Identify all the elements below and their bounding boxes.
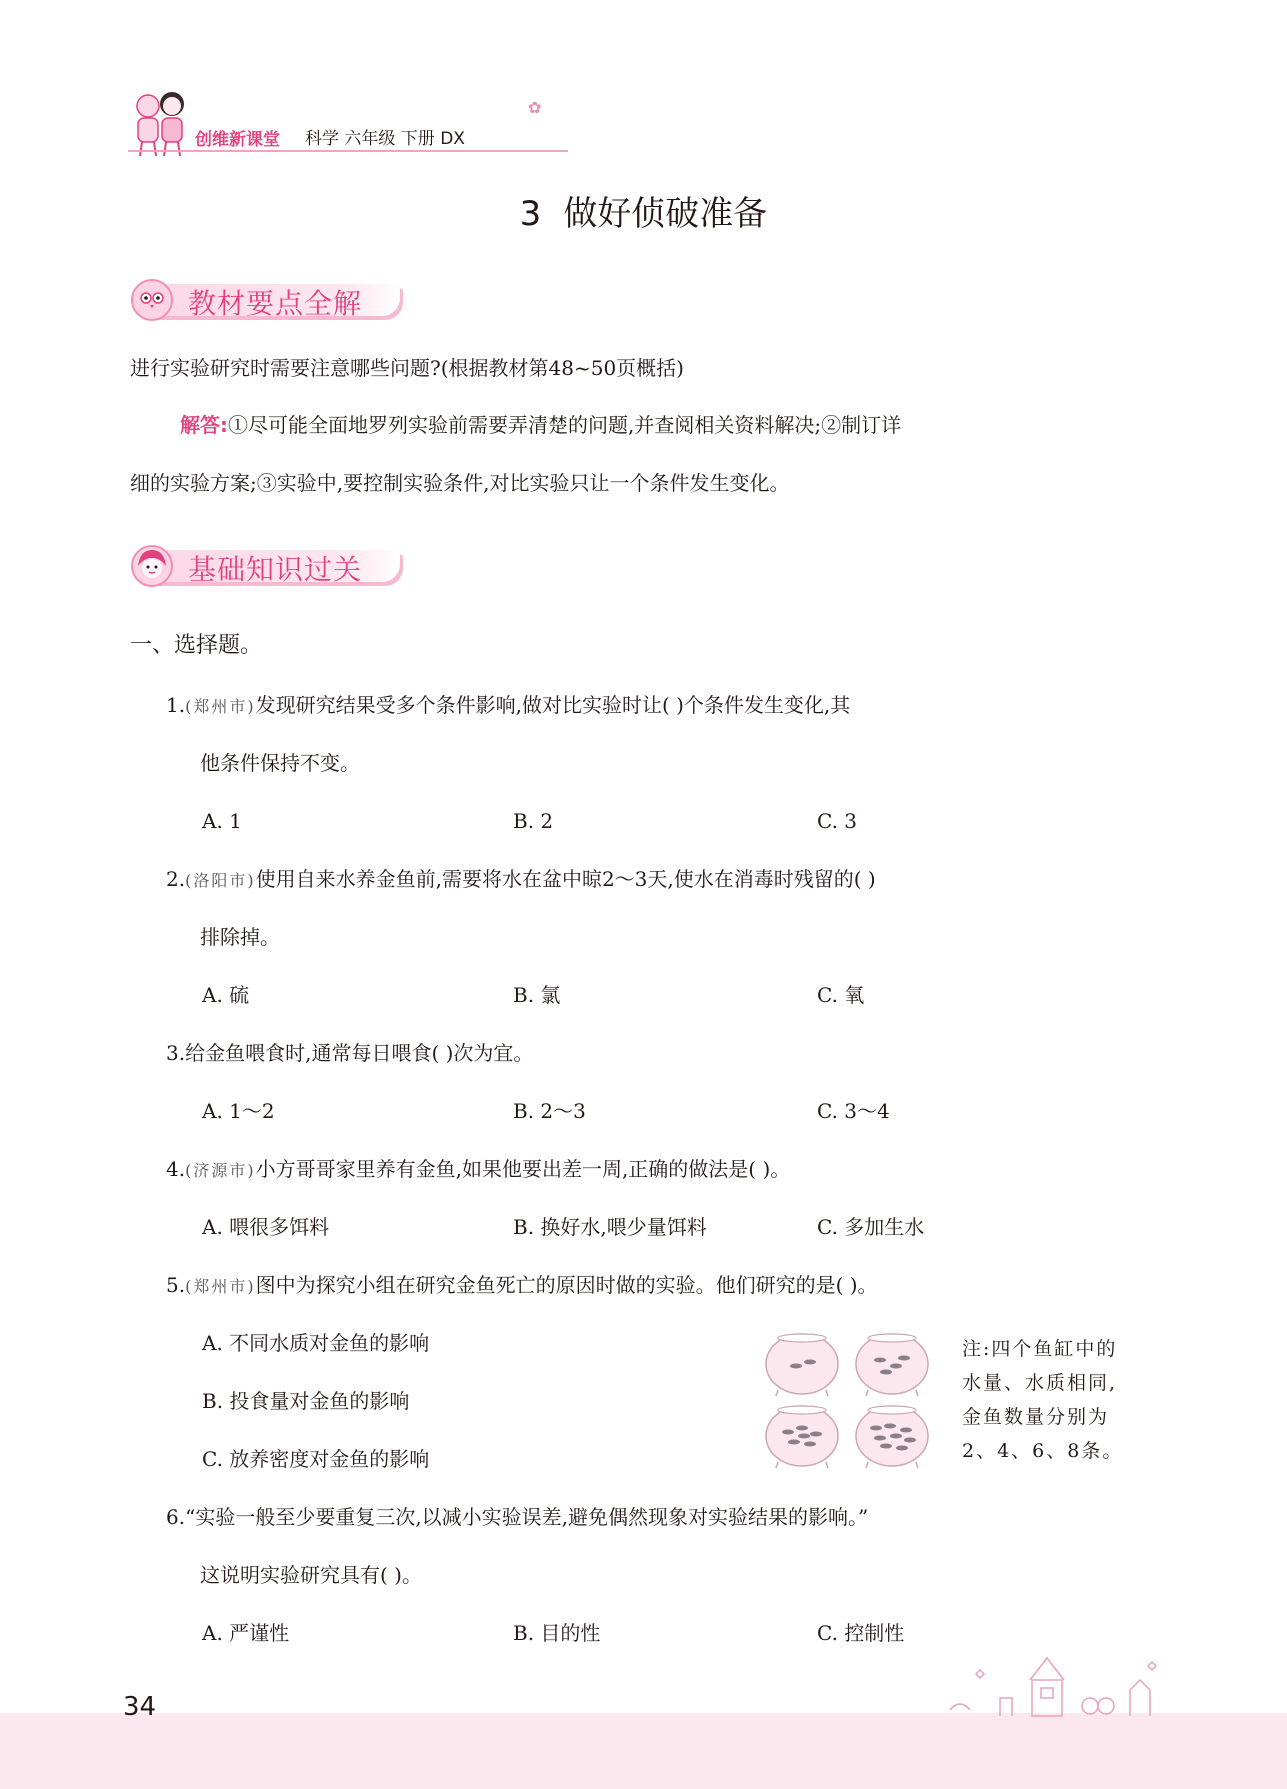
- q3-option-a: A. 1～2: [202, 1099, 275, 1123]
- fish-bowls-figure: [760, 1328, 950, 1478]
- mascot-children-illustration: [128, 88, 192, 158]
- question-source: (济源市): [185, 1161, 256, 1180]
- key-question: 进行实验研究时需要注意哪些问题?(根据教材第48~50页概括): [130, 356, 684, 380]
- girl-badge-icon: [130, 544, 174, 588]
- header-book-info: 科学 六年级 下册 DX: [305, 129, 465, 149]
- answer-line-1: [180, 412, 901, 438]
- question-source: (郑州市): [185, 697, 256, 716]
- flower-decoration-icon: ✿: [528, 98, 542, 117]
- q5-option-c: C. 放养密度对金鱼的影响: [202, 1447, 430, 1471]
- lesson-number: 3: [519, 194, 542, 234]
- part-title: 一、选择题。: [130, 633, 263, 658]
- q2-option-c: C. 氧: [817, 983, 865, 1007]
- question-5-line-1: 5.(郑州市)图中为探究小组在研究金鱼死亡的原因时做的实验。他们研究的是( )。: [166, 1273, 878, 1297]
- q3-option-c: C. 3～4: [817, 1099, 890, 1123]
- q3-option-b: B. 2～3: [513, 1099, 586, 1123]
- question-6-line-1: 6.“实验一般至少要重复三次,以减小实验误差,避免偶然现象对实验结果的影响。”: [166, 1505, 869, 1529]
- header-brand: 创维新课堂: [195, 130, 280, 150]
- q4-option-c: C. 多加生水: [817, 1215, 925, 1239]
- question-4-line-1: 4.(济源市)小方哥哥家里养有金鱼,如果他要出差一周,正确的做法是( )。: [166, 1157, 791, 1181]
- section-banner-key-points: [130, 278, 410, 322]
- lesson-title: [0, 186, 1287, 235]
- section-label: 教材要点全解: [188, 287, 363, 320]
- q1-option-c: C. 3: [817, 809, 858, 833]
- castle-decoration-icon: [940, 1650, 1170, 1720]
- answer-line-2: 细的实验方案;③实验中,要控制实验条件,对比实验只让一个条件发生变化。: [130, 471, 790, 495]
- question-6-line-2: 这说明实验研究具有( )。: [200, 1563, 422, 1587]
- question-2-line-2: 排除掉。: [200, 925, 280, 949]
- q4-option-a: A. 喂很多饵料: [202, 1215, 330, 1239]
- q2-option-b: B. 氯: [513, 983, 561, 1007]
- q1-option-b: B. 2: [513, 809, 554, 833]
- footer-band: [0, 1713, 1287, 1789]
- answer-text-1: ①尽可能全面地罗列实验前需要弄清楚的问题,并查阅相关资料解决;②制订详: [228, 413, 902, 437]
- q6-option-b: B. 目的性: [513, 1621, 601, 1645]
- question-2-line-1: 2.(洛阳市)使用自来水养金鱼前,需要将水在盆中晾2～3天,使水在消毒时残留的( ): [166, 867, 876, 891]
- question-1-line-2: 他条件保持不变。: [200, 751, 360, 775]
- figure-note: 注:四个鱼缸中的水量、水质相同,金鱼数量分别为2、4、6、8条。: [962, 1338, 1124, 1462]
- question-3-line-1: 3.给金鱼喂食时,通常每日喂食( )次为宜。: [166, 1041, 534, 1065]
- q1-option-a: A. 1: [202, 809, 242, 833]
- q5-option-b: B. 投食量对金鱼的影响: [202, 1389, 410, 1413]
- header-divider: [128, 150, 568, 152]
- lesson-title-text: 做好侦破准备: [563, 194, 768, 234]
- section-banner-basic-knowledge: [130, 544, 410, 588]
- answer-label: 解答:: [180, 413, 228, 437]
- page-number: 34: [123, 1692, 157, 1722]
- q6-option-c: C. 控制性: [817, 1621, 905, 1645]
- question-1-line-1: 1.(郑州市)发现研究结果受多个条件影响,做对比实验时让( )个条件发生变化,其: [166, 693, 851, 717]
- question-source: (洛阳市): [185, 871, 256, 890]
- section-label: 基础知识过关: [188, 553, 363, 586]
- q6-option-a: A. 严谨性: [202, 1621, 290, 1645]
- question-source: (郑州市): [185, 1277, 256, 1296]
- owl-badge-icon: [130, 278, 174, 322]
- q5-option-a: A. 不同水质对金鱼的影响: [202, 1331, 430, 1355]
- q2-option-a: A. 硫: [202, 983, 250, 1007]
- q4-option-b: B. 换好水,喂少量饵料: [513, 1215, 707, 1239]
